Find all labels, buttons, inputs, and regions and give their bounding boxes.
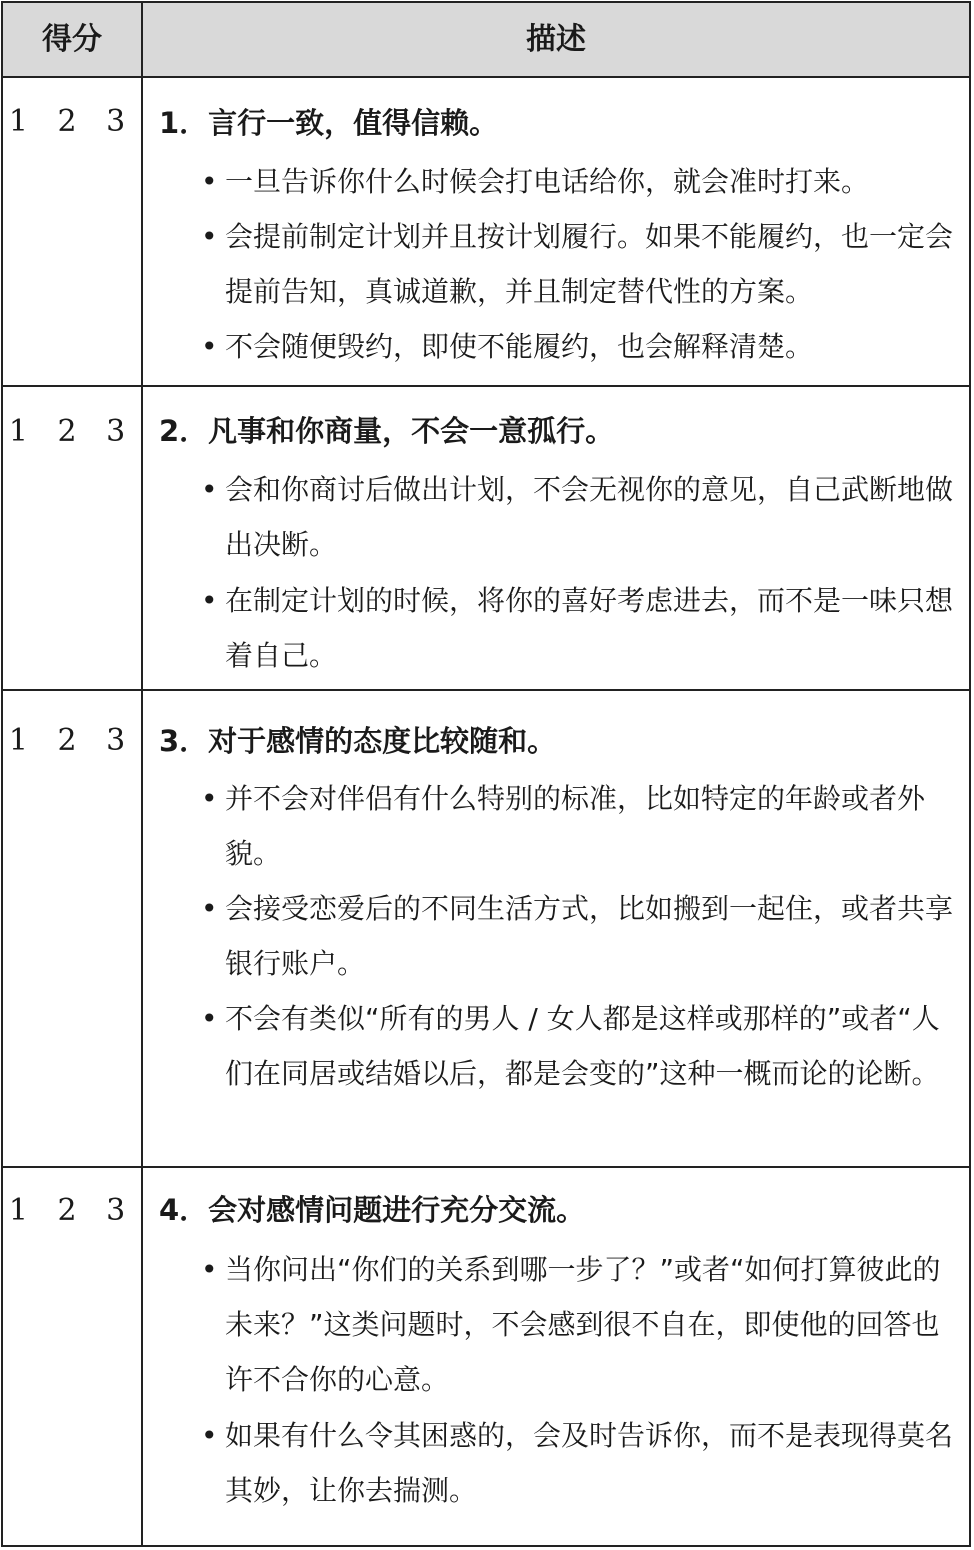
row-4-title: 4．会对感情问题进行充分交流。: [159, 1193, 586, 1227]
bullet-dot: •: [201, 584, 218, 617]
row-2-bullet-2: [201, 573, 963, 683]
row-divider: [3, 385, 969, 387]
column-divider: [141, 3, 143, 1545]
bullet-text: 会和你商讨后做出计划，不会无视你的意见，自己武断地做出决断。: [225, 473, 954, 561]
row-2-bullet-1: [201, 462, 963, 572]
row-3-bullet-2: [201, 881, 963, 991]
row-3-bullet-3: [201, 991, 963, 1101]
table-header: [3, 3, 969, 78]
description-column-header: 描述: [526, 22, 586, 57]
bullet-dot: •: [201, 1002, 218, 1035]
row-4-score: 1 2 3: [8, 1193, 136, 1228]
bullet-text: 不会随便毁约，即使不能履约，也会解释清楚。: [225, 330, 814, 363]
bullet-text: 并不会对伴侣有什么特别的标准，比如特定的年龄或者外貌。: [225, 782, 926, 870]
row-2-score: 1 2 3: [8, 414, 136, 449]
bullet-text: 会提前制定计划并且按计划履行。如果不能履约，也一定会提前告知，真诚道歉，并且制定替代性的方案。: [225, 220, 954, 308]
row-4-bullet-2: [201, 1408, 963, 1518]
row-4-bullet-1: [201, 1242, 963, 1407]
row-1-bullet-3: [201, 319, 963, 374]
row-divider: [3, 689, 969, 691]
row-3-title: 3．对于感情的态度比较随和。: [159, 724, 557, 758]
row-divider: [3, 1166, 969, 1168]
bullet-dot: •: [201, 1253, 218, 1286]
row-1-score: 1 2 3: [8, 104, 136, 139]
bullet-dot: •: [201, 782, 218, 815]
bullet-text: 当你问出“你们的关系到哪一步了？”或者“如何打算彼此的未来？”这类问题时，不会感到很不自在，即使他的回答也许不合你的心意。: [225, 1253, 941, 1396]
bullet-text: 会接受恋爱后的不同生活方式，比如搬到一起住，或者共享银行账户。: [225, 892, 954, 980]
bullet-dot: •: [201, 892, 218, 925]
bullet-dot: •: [201, 1419, 218, 1452]
bullet-text: 如果有什么令其困惑的，会及时告诉你，而不是表现得莫名其妙，让你去揣测。: [225, 1419, 954, 1507]
bullet-text: 一旦告诉你什么时候会打电话给你，就会准时打来。: [225, 165, 870, 198]
score-column-header: 得分: [42, 22, 102, 57]
row-1-bullet-2: [201, 209, 963, 319]
bullet-dot: •: [201, 330, 218, 363]
row-3-bullet-1: [201, 771, 963, 881]
bullet-dot: •: [201, 165, 218, 198]
row-1-title: 1．言行一致，值得信赖。: [159, 106, 499, 140]
bullet-text: 不会有类似“所有的男人 / 女人都是这样或那样的”或者“人们在同居或结婚以后，都是会变的”这种一概而论的论断。: [225, 1002, 940, 1090]
row-1-bullet-1: [201, 154, 963, 209]
row-3-score: 1 2 3: [8, 723, 136, 758]
row-2-title: 2．凡事和你商量，不会一意孤行。: [159, 414, 615, 448]
bullet-text: 在制定计划的时候，将你的喜好考虑进去，而不是一味只想着自己。: [225, 584, 954, 672]
bullet-dot: •: [201, 220, 218, 253]
score-table: [1, 1, 971, 1547]
bullet-dot: •: [201, 473, 218, 506]
